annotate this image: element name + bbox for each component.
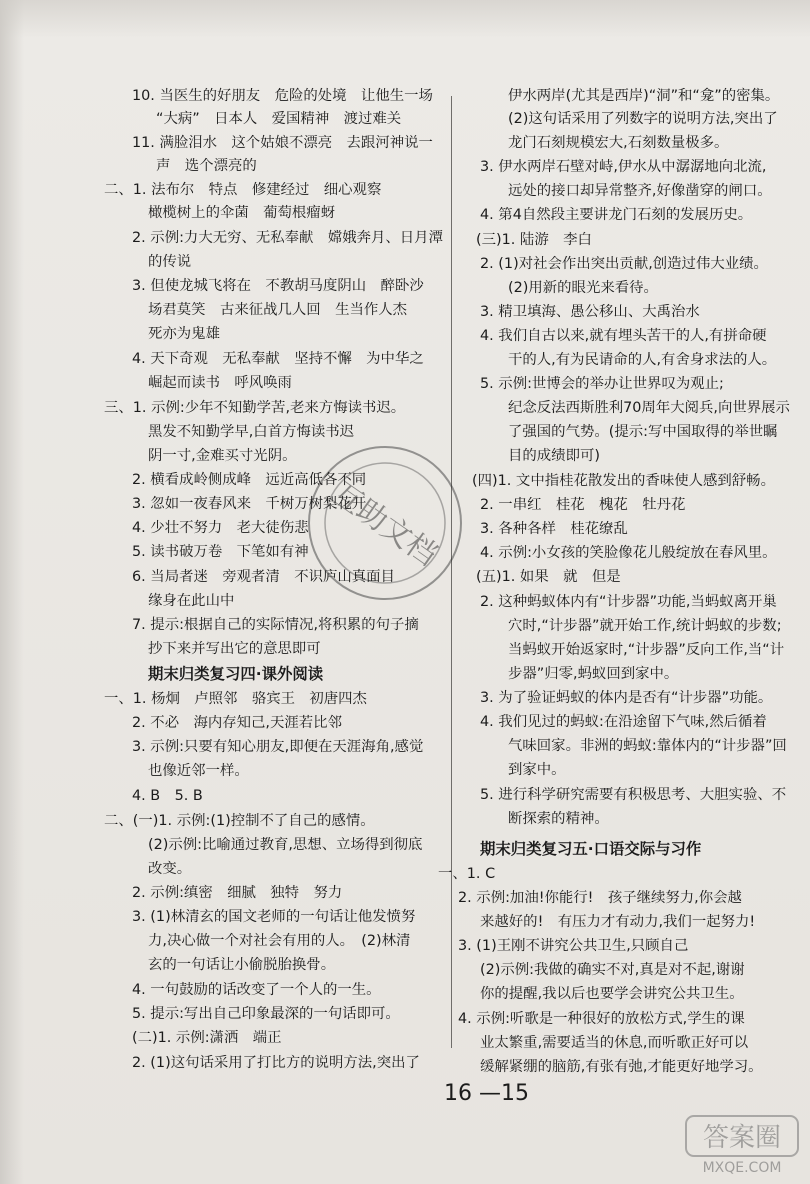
answer-line: 4. 一句鼓励的话改变了一个人的一生。 xyxy=(132,982,381,998)
answer-line: 气味回家。非洲的蚂蚁:靠体内的“计步器”回 xyxy=(508,738,787,754)
answer-line: 10. 当医生的好朋友 危险的处境 让他生一场 xyxy=(132,88,433,104)
answer-line: (二)1. 示例:潇洒 端正 xyxy=(132,1030,282,1046)
answer-line: (2)示例:我做的确实不对,真是对不起,谢谢 xyxy=(480,962,745,978)
answer-line: 目的成绩即可) xyxy=(508,448,600,464)
answer-line: 橄榄树上的伞菌 葡萄根瘤蚜 xyxy=(148,205,336,221)
top-shadow xyxy=(0,0,810,38)
answer-line: 当蚂蚁开始返家时,“计步器”反向工作,当“计 xyxy=(508,642,785,658)
answer-line: 声 选个漂亮的 xyxy=(156,158,257,174)
answer-line: 3. (1)林清玄的国文老师的一句话让他发愤努 xyxy=(132,909,416,925)
answer-line: “大病” 日本人 爱国精神 渡过难关 xyxy=(156,111,402,127)
answer-line: 的传说 xyxy=(148,254,192,270)
answer-line: 11. 满脸泪水 这个姑娘不漂亮 去跟河神说一 xyxy=(132,135,433,151)
answer-line: 三、1. 示例:少年不知勤学苦,老来方悔读书迟。 xyxy=(104,400,406,416)
answer-line: 2. 示例:力大无穷、无私奉献 嫦娥奔月、日月潭 xyxy=(132,230,443,246)
section-heading: 期末归类复习四·课外阅读 xyxy=(148,665,324,683)
answer-line: 4. 少壮不努力 老大徒伤悲 xyxy=(132,520,309,536)
answer-line: 断探索的精神。 xyxy=(508,811,609,827)
watermark-stamp xyxy=(308,446,462,600)
svg-text:答案圈: 答案圈 xyxy=(702,1123,782,1153)
answer-line: 2. 这种蚂蚁体内有“计步器”功能,当蚂蚁离开巢 xyxy=(480,594,777,610)
answer-line: (2)这句话采用了列数字的说明方法,突出了 xyxy=(508,111,778,127)
answer-line: 2. 横看成岭侧成峰 远近高低各不同 xyxy=(132,472,367,488)
answer-line: 7. 提示:根据自己的实际情况,将积累的句子摘 xyxy=(132,617,419,633)
answer-line: 阴一寸,金难买寸光阴。 xyxy=(148,448,297,464)
answer-line: 3. 伊水两岸石壁对峙,伊水从中潺潺地向北流, xyxy=(480,159,767,175)
answer-line: 3. 各种各样 桂花缭乱 xyxy=(480,521,628,537)
answer-line: (2)示例:比喻通过教育,思想、立场得到彻底 xyxy=(148,837,423,853)
svg-text:MXQE.COM: MXQE.COM xyxy=(702,1160,782,1176)
answer-line: 3. 但使龙城飞将在 不教胡马度阴山 醉卧沙 xyxy=(132,278,424,294)
answer-line: 5. 进行科学研究需要有积极思考、大胆实验、不 xyxy=(480,787,787,803)
answer-line: 来越好的! 有压力才有动力,我们一起努力! xyxy=(480,914,756,930)
answer-line: 二、(一)1. 示例:(1)控制不了自己的感情。 xyxy=(104,813,375,829)
answer-line: 5. 提示:写出自己印象最深的一句话即可。 xyxy=(132,1006,400,1022)
answer-line: 3. 精卫填海、愚公移山、大禹治水 xyxy=(480,304,700,320)
answer-line: 2. 示例:加油!你能行! 孩子继续努力,你会越 xyxy=(458,890,742,906)
answer-line: (五)1. 如果 就 但是 xyxy=(476,569,621,585)
answer-line: 干的人,有为民请命的人,有舍身求法的人。 xyxy=(508,352,777,368)
answer-line: 3. 为了验证蚂蚁的体内是否有“计步器”功能。 xyxy=(480,690,773,706)
answer-line: 玄的一句话让小偷脱胎换骨。 xyxy=(148,957,336,973)
answer-line: 你的提醒,我以后也要学会讲究公共卫生。 xyxy=(480,986,744,1002)
answer-line: 了强国的气势。(提示:写中国取得的举世瞩 xyxy=(508,424,778,440)
answer-line: 一、1. 杨炯 卢照邻 骆宾王 初唐四杰 xyxy=(104,691,367,707)
page-number: 16 —15 xyxy=(444,1081,529,1106)
answer-line: 4. 第4自然段主要讲龙门石刻的发展历史。 xyxy=(480,207,753,223)
answer-line: 2. (1)对社会作出突出贡献,创造过伟大业绩。 xyxy=(480,256,768,272)
answer-line: 2. (1)这句话采用了打比方的说明方法,突出了 xyxy=(132,1055,420,1071)
answer-line: 3. 忽如一夜春风来 千树万树梨花开 xyxy=(132,496,367,512)
answer-line: 3. 示例:只要有知心朋友,即便在天涯海角,感觉 xyxy=(132,739,424,755)
answer-line: 也像近邻一样。 xyxy=(148,763,249,779)
answer-line: 步器”归零,蚂蚁回到家中。 xyxy=(508,666,679,682)
answer-line: 穴时,“计步器”就开始工作,统计蚂蚁的步数; xyxy=(508,618,782,634)
answer-line: 4. 示例:小女孩的笑脸像花儿般绽放在春风里。 xyxy=(480,545,777,561)
answer-line: 力,决心做一个对社会有用的人。 (2)林清 xyxy=(148,933,411,949)
answer-line: 缘身在此山中 xyxy=(148,593,235,609)
section-heading: 期末归类复习五·口语交际与习作 xyxy=(480,840,702,858)
answer-line: 业太繁重,需要适当的休息,而听歌正好可以 xyxy=(480,1035,749,1051)
answer-line: 龙门石刻规模宏大,石刻数量极多。 xyxy=(508,135,729,151)
answer-line: 抄下来并写出它的意思即可 xyxy=(148,641,321,657)
answer-line: 2. 示例:缜密 细腻 独特 努力 xyxy=(132,885,343,901)
answer-line: 4. 我们自古以来,就有埋头苦干的人,有拼命硬 xyxy=(480,328,767,344)
answer-line: 黑发不知勤学早,白首方悔读书迟 xyxy=(148,424,355,440)
corner-watermark xyxy=(682,1112,802,1176)
answer-line: 场君莫笑 古来征战几人回 生当作人杰 xyxy=(148,302,408,318)
answer-line: 缓解紧绷的脑筋,有张有弛,才能更好地学习。 xyxy=(480,1059,763,1075)
answer-line: (三)1. 陆游 李白 xyxy=(476,232,592,248)
answer-line: 崛起而读书 呼风唤雨 xyxy=(148,375,292,391)
answer-line: 纪念反法西斯胜利70周年大阅兵,向世界展示 xyxy=(508,400,790,416)
answer-line: 二、1. 法布尔 特点 修建经过 细心观察 xyxy=(104,182,382,198)
answer-line: 远处的接口却异常整齐,好像凿穿的闸口。 xyxy=(508,183,772,199)
answer-line: 一、1. C xyxy=(438,866,496,882)
svg-text:互助文档: 互助文档 xyxy=(324,475,444,573)
answer-line: 4. 天下奇观 无私奉献 坚持不懈 为中华之 xyxy=(132,351,424,367)
answer-line: 4. B 5. B xyxy=(132,788,203,804)
answer-line: 2. 不必 海内存知己,天涯若比邻 xyxy=(132,715,342,731)
answer-line: 2. 一串红 桂花 槐花 牡丹花 xyxy=(480,497,686,513)
answer-line: 5. 读书破万卷 下笔如有神 xyxy=(132,544,309,560)
answer-line: (2)用新的眼光来看待。 xyxy=(508,280,658,296)
binding-shadow xyxy=(0,0,24,1184)
answer-line: 伊水两岸(尤其是西岸)“洞”和“龛”的密集。 xyxy=(508,88,780,104)
answer-line: (四)1. 文中指桂花散发出的香味使人感到舒畅。 xyxy=(472,473,775,489)
answer-line: 5. 示例:世博会的举办让世界叹为观止; xyxy=(480,376,724,392)
answer-line: 3. (1)王刚不讲究公共卫生,只顾自己 xyxy=(458,938,689,954)
stamp-graphic xyxy=(310,448,460,598)
answer-line: 死亦为鬼雄 xyxy=(148,326,220,342)
answer-line: 4. 示例:听歌是一种很好的放松方式,学生的课 xyxy=(458,1011,745,1027)
answer-line: 6. 当局者迷 旁观者清 不识庐山真面目 xyxy=(132,569,395,585)
answer-line: 改变。 xyxy=(148,861,192,877)
answer-line: 到家中。 xyxy=(508,762,566,778)
answer-line: 4. 我们见过的蚂蚁:在沿途留下气味,然后循着 xyxy=(480,714,767,730)
